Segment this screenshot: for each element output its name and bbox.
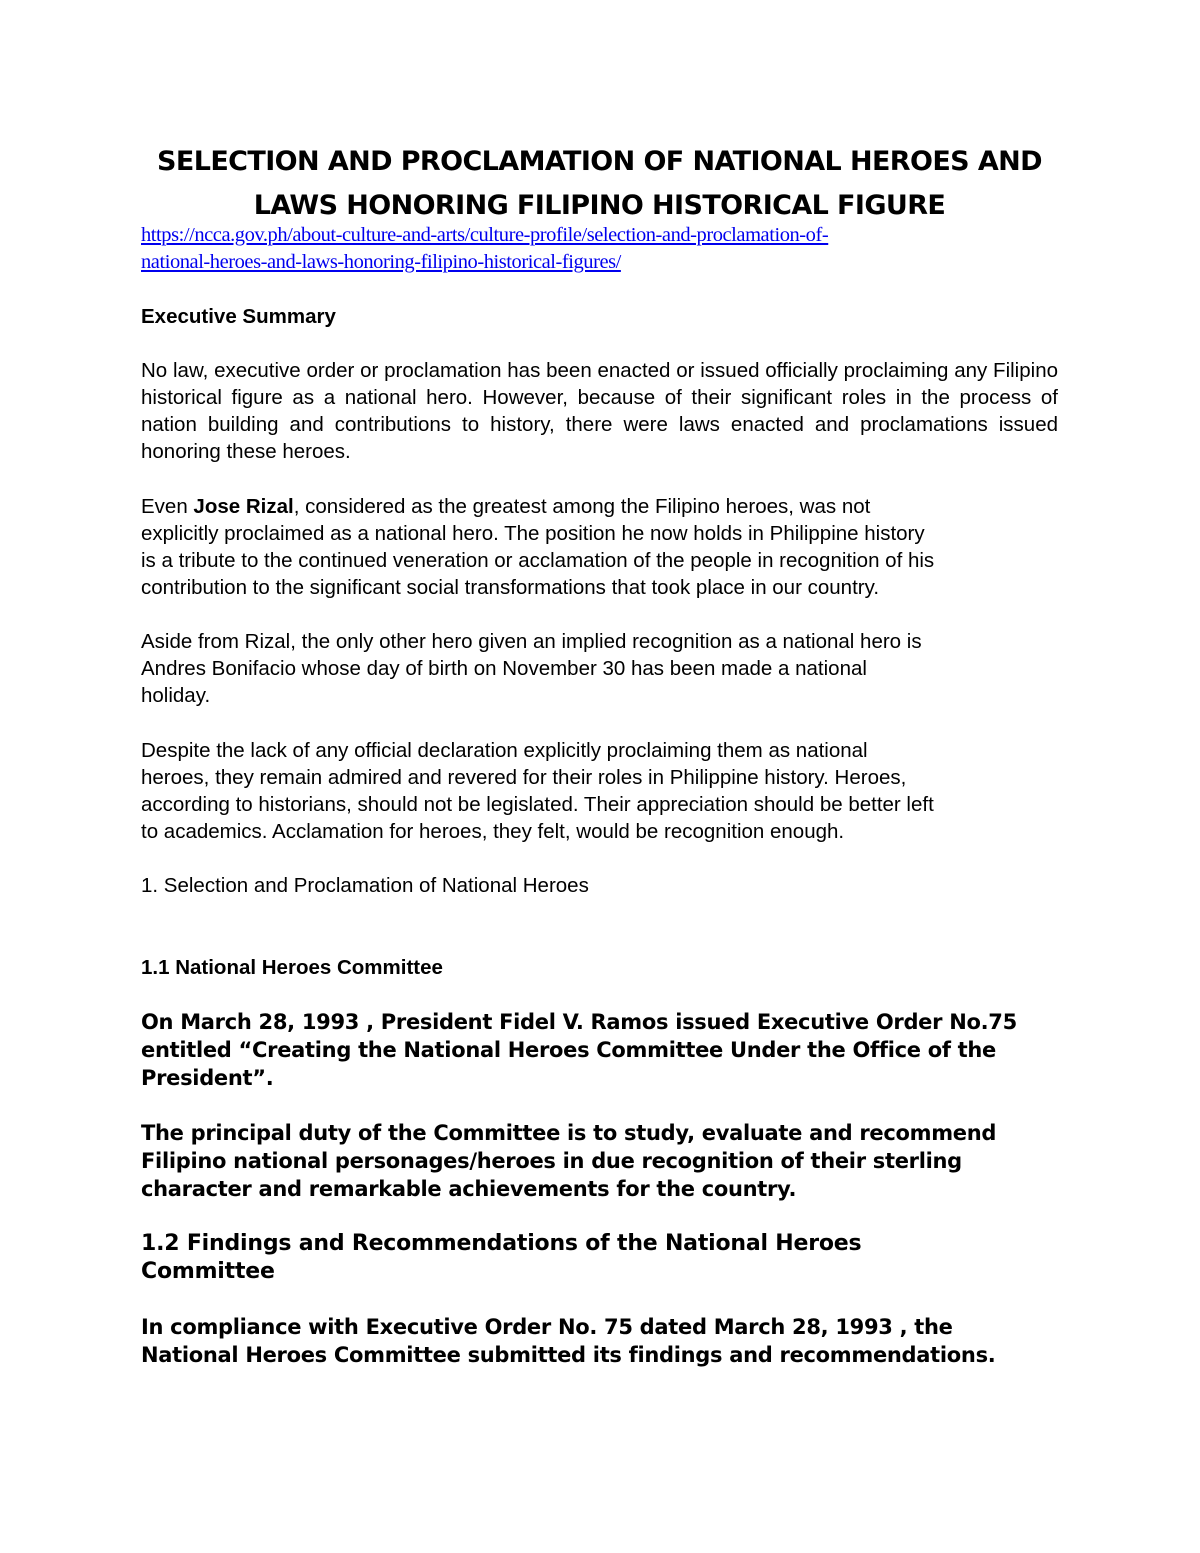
section-1-2-p1-line-2: National Heroes Committee submitted its findings and recommendations.: [141, 1343, 996, 1367]
paragraph-3-line-2: Andres Bonifacio whose day of birth on November 30 has been made a national: [141, 657, 867, 680]
jose-rizal-name: Jose Rizal: [193, 495, 294, 518]
paragraph-2-line-4: contribution to the significant social transformations that took place in our country.: [141, 576, 880, 599]
executive-summary-paragraph-4: [141, 737, 1058, 845]
paragraph-3-line-3: holiday.: [141, 684, 211, 707]
section-1-2-heading-line-1: 1.2 Findings and Recommendations of the National Heroes: [141, 1231, 862, 1256]
paragraph-4-line-4: to academics. Acclamation for heroes, they felt, would be recognition enough.: [141, 820, 845, 843]
section-1-2-paragraph-1: [141, 1313, 1058, 1369]
section-1-2-p1-line-1: In compliance with Executive Order No. 75 dated March 28, 1993 , the: [141, 1315, 953, 1339]
section-1-1-p2-line-2: Filipino national personages/heroes in due recognition of their sterling: [141, 1149, 962, 1173]
section-1-1-p2-line-1: The principal duty of the Committee is to study, evaluate and recommend: [141, 1121, 997, 1145]
paragraph-2-line-2: explicitly proclaimed as a national hero. The position he now holds in Philippine history: [141, 522, 925, 545]
section-1-1-paragraph-1: [141, 1008, 1058, 1092]
executive-summary-paragraph-2: [141, 493, 1058, 601]
document-page: [141, 140, 1058, 1369]
section-1-1-p2-line-3: character and remarkable achievements for the country.: [141, 1177, 797, 1201]
source-link-line-2[interactable]: national-heroes-and-laws-honoring-filipino-historical-figures/: [141, 251, 621, 273]
paragraph-4-line-2: heroes, they remain admired and revered for their roles in Philippine history. Heroes,: [141, 766, 907, 789]
section-1-1-p1-line-3: President”.: [141, 1066, 274, 1090]
section-1-1-heading: 1.1 National Heroes Committee: [141, 956, 443, 979]
section-1-1-paragraph-2: [141, 1119, 1058, 1203]
title-line-1: SELECTION AND PROCLAMATION OF NATIONAL HEROES AND: [157, 146, 1042, 177]
section-1-1-p1-line-1: On March 28, 1993 , President Fidel V. Ramos issued Executive Order No.75: [141, 1010, 1017, 1034]
section-1-2-heading-line-2: Committee: [141, 1259, 275, 1284]
section-1-heading: 1. Selection and Proclamation of National Heroes: [141, 874, 589, 897]
paragraph-4-line-1: Despite the lack of any official declaration explicitly proclaiming them as national: [141, 739, 868, 762]
title-line-2: LAWS HONORING FILIPINO HISTORICAL FIGURE: [253, 190, 946, 221]
source-link-line-1[interactable]: https://ncca.gov.ph/about-culture-and-arts/culture-profile/selection-and-proclamation-of-: [141, 224, 829, 246]
section-1-1-p1-line-2: entitled “Creating the National Heroes Committee Under the Office of the: [141, 1038, 996, 1062]
section-1-2-heading: [141, 1230, 1058, 1286]
source-link[interactable]: [141, 222, 1058, 276]
paragraph-2-prefix: Even: [141, 495, 194, 518]
paragraph-2-line-1-rest: , considered as the greatest among the Filipino heroes, was not: [293, 495, 871, 518]
paragraph-2-line-3: is a tribute to the continued veneration or acclamation of the people in recognition of his: [141, 549, 935, 572]
document-title: [141, 140, 1058, 228]
executive-summary-paragraph-3: [141, 628, 1058, 709]
paragraph-2-line-1: [141, 493, 1058, 520]
executive-summary-heading: Executive Summary: [141, 305, 336, 328]
executive-summary-paragraph-1: No law, executive order or proclamation has been enacted or issued officially proclaiming any Filipino historical figure as a national hero. However, because of their significant roles in the process of nation building and contributions to history, there were laws enacted and proclamations issued honoring these heroes.: [141, 359, 1058, 463]
paragraph-4-line-3: according to historians, should not be legislated. Their appreciation should be better left: [141, 793, 934, 816]
paragraph-3-line-1: Aside from Rizal, the only other hero given an implied recognition as a national hero is: [141, 630, 922, 653]
